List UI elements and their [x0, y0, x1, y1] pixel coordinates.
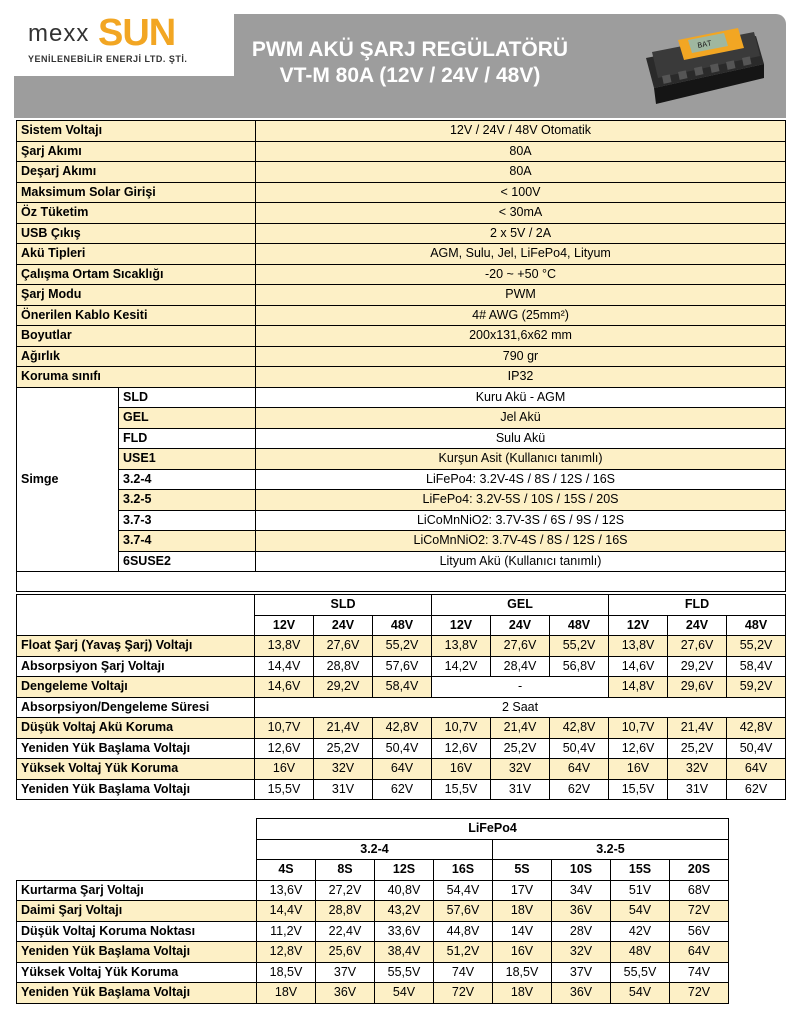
value-cell: 31V [491, 779, 550, 800]
sub-header: 4S [257, 860, 316, 881]
spec-label: USB Çıkış [17, 223, 256, 244]
table-row [17, 901, 729, 922]
value-cell: 62V [550, 779, 609, 800]
spec-value: 4# AWG (25mm²) [256, 305, 786, 326]
value-cell: 36V [552, 983, 611, 1004]
value-cell: 64V [670, 942, 729, 963]
simge-desc: LiCoMnNiO2: 3.7V-4S / 8S / 12S / 16S [256, 531, 786, 552]
table-row [17, 490, 786, 511]
value-cell: 21,4V [314, 718, 373, 739]
spec-value: AGM, Sulu, Jel, LiFePo4, Lityum [256, 244, 786, 265]
value-cell: 14V [493, 921, 552, 942]
spec-table [16, 120, 786, 592]
spec-value: 80A [256, 162, 786, 183]
value-cell: 36V [552, 901, 611, 922]
table-row [17, 326, 786, 347]
table-row [17, 203, 786, 224]
value-cell: 12,6V [432, 738, 491, 759]
row-label: Yeniden Yük Başlama Voltajı [17, 942, 257, 963]
value-cell: 32V [668, 759, 727, 780]
simge-code: SLD [119, 387, 256, 408]
value-cell: 18V [493, 983, 552, 1004]
spacer-cell [17, 572, 786, 592]
header-blank [17, 595, 255, 636]
value-cell: 55,5V [611, 962, 670, 983]
merged-value: 2 Saat [255, 697, 786, 718]
value-cell: 72V [670, 983, 729, 1004]
row-label: Yeniden Yük Başlama Voltajı [17, 779, 255, 800]
value-cell: 32V [491, 759, 550, 780]
simge-desc: Sulu Akü [256, 428, 786, 449]
table-row [17, 469, 786, 490]
spec-label: Boyutlar [17, 326, 256, 347]
value-cell: 29,2V [668, 656, 727, 677]
header-blank [17, 860, 257, 881]
value-cell: 22,4V [316, 921, 375, 942]
table-row [17, 182, 786, 203]
table-row [17, 141, 786, 162]
spec-value: IP32 [256, 367, 786, 388]
simge-desc: LiCoMnNiO2: 3.7V-3S / 6S / 9S / 12S [256, 510, 786, 531]
simge-desc: Jel Akü [256, 408, 786, 429]
value-cell: 64V [550, 759, 609, 780]
simge-code: 6SUSE2 [119, 551, 256, 572]
row-label: Yeniden Yük Başlama Voltajı [17, 738, 255, 759]
device-screen-text: BAT [696, 39, 713, 51]
value-cell: 13,8V [609, 636, 668, 657]
value-cell: 15,5V [255, 779, 314, 800]
value-cell: 50,4V [727, 738, 786, 759]
value-cell: 25,2V [491, 738, 550, 759]
charge-controller-image [638, 18, 768, 110]
table-row [17, 244, 786, 265]
value-cell: 17V [493, 880, 552, 901]
simge-code: USE1 [119, 449, 256, 470]
table-row [17, 718, 786, 739]
value-cell: 16V [432, 759, 491, 780]
value-cell: 18V [257, 983, 316, 1004]
header-blank [17, 839, 257, 860]
spec-value: -20 ~ +50 °C [256, 264, 786, 285]
value-cell: 74V [670, 962, 729, 983]
value-cell: 32V [314, 759, 373, 780]
value-cell: 42V [611, 921, 670, 942]
spec-value: PWM [256, 285, 786, 306]
simge-desc: Kurşun Asit (Kullanıcı tanımlı) [256, 449, 786, 470]
value-cell: 56V [670, 921, 729, 942]
table-row [17, 839, 729, 860]
row-label: Yüksek Voltaj Yük Koruma [17, 759, 255, 780]
value-cell: 15,5V [432, 779, 491, 800]
spec-value: 2 x 5V / 2A [256, 223, 786, 244]
value-cell: 12,8V [257, 942, 316, 963]
value-cell: 72V [434, 983, 493, 1004]
spec-label: Deşarj Akımı [17, 162, 256, 183]
value-cell: 13,8V [432, 636, 491, 657]
value-cell: 55,2V [727, 636, 786, 657]
table-row [17, 921, 729, 942]
value-cell: 27,6V [314, 636, 373, 657]
sub-header: 24V [314, 615, 373, 636]
sub-header: 20S [670, 860, 729, 881]
table-row [17, 162, 786, 183]
value-cell: 58,4V [373, 677, 432, 698]
value-cell: 21,4V [491, 718, 550, 739]
value-cell: 42,8V [550, 718, 609, 739]
value-cell: 12,6V [255, 738, 314, 759]
table-row [17, 595, 786, 616]
simge-code: 3.7-3 [119, 510, 256, 531]
sub-header: 48V [550, 615, 609, 636]
table-row [17, 223, 786, 244]
value-cell: 57,6V [373, 656, 432, 677]
value-cell: 54V [611, 901, 670, 922]
spec-value: 200x131,6x62 mm [256, 326, 786, 347]
spec-value: < 100V [256, 182, 786, 203]
spec-value: 12V / 24V / 48V Otomatik [256, 121, 786, 142]
lifepo4-table [16, 818, 729, 1004]
value-cell: 48V [611, 942, 670, 963]
spec-label: Ağırlık [17, 346, 256, 367]
table-row [17, 819, 729, 840]
value-cell: 33,6V [375, 921, 434, 942]
value-cell: 15,5V [609, 779, 668, 800]
table-row [17, 779, 786, 800]
value-cell: 50,4V [373, 738, 432, 759]
spec-label: Şarj Akımı [17, 141, 256, 162]
value-cell: 14,6V [609, 656, 668, 677]
sub-header: 24V [668, 615, 727, 636]
value-cell: 21,4V [668, 718, 727, 739]
value-cell: 64V [727, 759, 786, 780]
sub-header: 24V [491, 615, 550, 636]
sub-header: 12V [255, 615, 314, 636]
table-row [17, 346, 786, 367]
value-cell: 27,2V [316, 880, 375, 901]
value-cell: 50,4V [550, 738, 609, 759]
value-cell: 28,8V [314, 656, 373, 677]
value-cell: 55,5V [375, 962, 434, 983]
table-row [17, 759, 786, 780]
value-cell: 14,8V [609, 677, 668, 698]
value-cell: 29,6V [668, 677, 727, 698]
row-label: Düşük Voltaj Koruma Noktası [17, 921, 257, 942]
value-cell: 28,8V [316, 901, 375, 922]
value-cell: 37V [552, 962, 611, 983]
simge-label: Simge [17, 387, 119, 572]
value-cell: 55,2V [373, 636, 432, 657]
group-header: GEL [432, 595, 609, 616]
simge-desc: LiFePo4: 3.2V-5S / 10S / 15S / 20S [256, 490, 786, 511]
table-row [17, 677, 786, 698]
sub-header: 16S [434, 860, 493, 881]
value-cell: 57,6V [434, 901, 493, 922]
simge-code: FLD [119, 428, 256, 449]
sub-header: 48V [373, 615, 432, 636]
value-cell: 51,2V [434, 942, 493, 963]
value-cell: 59,2V [727, 677, 786, 698]
value-cell: 68V [670, 880, 729, 901]
table-row [17, 860, 729, 881]
header-blank [17, 819, 257, 840]
value-cell: 36V [316, 983, 375, 1004]
value-cell: 31V [668, 779, 727, 800]
value-cell: 16V [255, 759, 314, 780]
document-subtitle: VT-M 80A (12V / 24V / 48V) [279, 64, 541, 87]
spec-label: Koruma sınıfı [17, 367, 256, 388]
value-cell: 54V [611, 983, 670, 1004]
table-row [17, 121, 786, 142]
value-cell: 40,8V [375, 880, 434, 901]
row-label: Absorpsiyon/Dengeleme Süresi [17, 697, 255, 718]
simge-code: GEL [119, 408, 256, 429]
spec-label: Önerilen Kablo Kesiti [17, 305, 256, 326]
logo-subtitle: YENİLENEBİLİR ENERJİ LTD. ŞTİ. [28, 54, 188, 64]
spec-label: Şarj Modu [17, 285, 256, 306]
value-cell: 10,7V [432, 718, 491, 739]
row-label: Yeniden Yük Başlama Voltajı [17, 983, 257, 1004]
value-cell: 31V [314, 779, 373, 800]
spec-label: Öz Tüketim [17, 203, 256, 224]
value-cell: 74V [434, 962, 493, 983]
value-cell: 38,4V [375, 942, 434, 963]
value-cell: 55,2V [550, 636, 609, 657]
table-row [17, 264, 786, 285]
value-cell: 28,4V [491, 656, 550, 677]
group-header: 3.2-5 [493, 839, 729, 860]
table-row [17, 697, 786, 718]
table-row [17, 305, 786, 326]
table-row [17, 551, 786, 572]
document-title: PWM AKÜ ŞARJ REGÜLATÖRÜ [251, 38, 569, 61]
value-cell: 14,2V [432, 656, 491, 677]
sub-header: 8S [316, 860, 375, 881]
value-cell: 32V [552, 942, 611, 963]
value-cell: 54,4V [434, 880, 493, 901]
value-cell: 25,2V [668, 738, 727, 759]
simge-desc: Kuru Akü - AGM [256, 387, 786, 408]
value-cell: 44,8V [434, 921, 493, 942]
simge-code: 3.7-4 [119, 531, 256, 552]
value-cell: 43,2V [375, 901, 434, 922]
value-cell: 27,6V [668, 636, 727, 657]
simge-desc: LiFePo4: 3.2V-4S / 8S / 12S / 16S [256, 469, 786, 490]
table-row [17, 408, 786, 429]
lifepo-title: LiFePo4 [257, 819, 729, 840]
value-cell: 18V [493, 901, 552, 922]
value-cell: 29,2V [314, 677, 373, 698]
value-cell: 25,6V [316, 942, 375, 963]
value-cell: 62V [727, 779, 786, 800]
row-label: Düşük Voltaj Akü Koruma [17, 718, 255, 739]
value-cell: 10,7V [255, 718, 314, 739]
row-label: Dengeleme Voltajı [17, 677, 255, 698]
value-cell: 42,8V [727, 718, 786, 739]
sub-header: 48V [727, 615, 786, 636]
spec-value: < 30mA [256, 203, 786, 224]
table-row [17, 428, 786, 449]
value-cell: 16V [493, 942, 552, 963]
row-label: Yüksek Voltaj Yük Koruma [17, 962, 257, 983]
table-row [17, 572, 786, 592]
table-row [17, 387, 786, 408]
table-row [17, 367, 786, 388]
sub-header: 12V [432, 615, 491, 636]
value-cell: 18,5V [493, 962, 552, 983]
simge-code: 3.2-4 [119, 469, 256, 490]
spec-value: 790 gr [256, 346, 786, 367]
value-cell: 14,4V [255, 656, 314, 677]
simge-desc: Lityum Akü (Kullanıcı tanımlı) [256, 551, 786, 572]
value-cell: 54V [375, 983, 434, 1004]
sub-header: 12S [375, 860, 434, 881]
value-cell: 25,2V [314, 738, 373, 759]
value-cell: 64V [373, 759, 432, 780]
table-row [17, 636, 786, 657]
spec-value: 80A [256, 141, 786, 162]
value-cell: 13,8V [255, 636, 314, 657]
value-cell: 58,4V [727, 656, 786, 677]
table-row [17, 510, 786, 531]
table-row [17, 983, 729, 1004]
value-cell: 56,8V [550, 656, 609, 677]
spec-label: Akü Tipleri [17, 244, 256, 265]
value-cell: 11,2V [257, 921, 316, 942]
value-cell: 34V [552, 880, 611, 901]
value-cell: 18,5V [257, 962, 316, 983]
voltage-table [16, 594, 786, 800]
spec-label: Maksimum Solar Girişi [17, 182, 256, 203]
logo-sun-text: SUN [98, 12, 176, 54]
value-cell: 51V [611, 880, 670, 901]
group-header: 3.2-4 [257, 839, 493, 860]
value-cell: 14,6V [255, 677, 314, 698]
logo-mexx-text: mexx [28, 20, 90, 47]
spec-label: Çalışma Ortam Sıcaklığı [17, 264, 256, 285]
value-cell: 27,6V [491, 636, 550, 657]
value-cell: 13,6V [257, 880, 316, 901]
group-header: FLD [609, 595, 786, 616]
value-cell: 12,6V [609, 738, 668, 759]
table-row [17, 738, 786, 759]
group-header: SLD [255, 595, 432, 616]
row-label: Daimi Şarj Voltajı [17, 901, 257, 922]
sub-header: 12V [609, 615, 668, 636]
value-cell: 37V [316, 962, 375, 983]
table-row [17, 962, 729, 983]
table-row [17, 942, 729, 963]
value-cell: 62V [373, 779, 432, 800]
value-cell: 16V [609, 759, 668, 780]
value-cell: 10,7V [609, 718, 668, 739]
value-cell: 72V [670, 901, 729, 922]
sub-header: 10S [552, 860, 611, 881]
gel-merged-cell: - [432, 677, 609, 698]
table-row [17, 285, 786, 306]
row-label: Kurtarma Şarj Voltajı [17, 880, 257, 901]
row-label: Absorpsiyon Şarj Voltajı [17, 656, 255, 677]
table-row [17, 449, 786, 470]
simge-code: 3.2-5 [119, 490, 256, 511]
value-cell: 42,8V [373, 718, 432, 739]
value-cell: 28V [552, 921, 611, 942]
sub-header: 15S [611, 860, 670, 881]
table-row [17, 880, 729, 901]
sub-header: 5S [493, 860, 552, 881]
spec-label: Sistem Voltajı [17, 121, 256, 142]
value-cell: 14,4V [257, 901, 316, 922]
table-row [17, 656, 786, 677]
row-label: Float Şarj (Yavaş Şarj) Voltajı [17, 636, 255, 657]
table-row [17, 531, 786, 552]
